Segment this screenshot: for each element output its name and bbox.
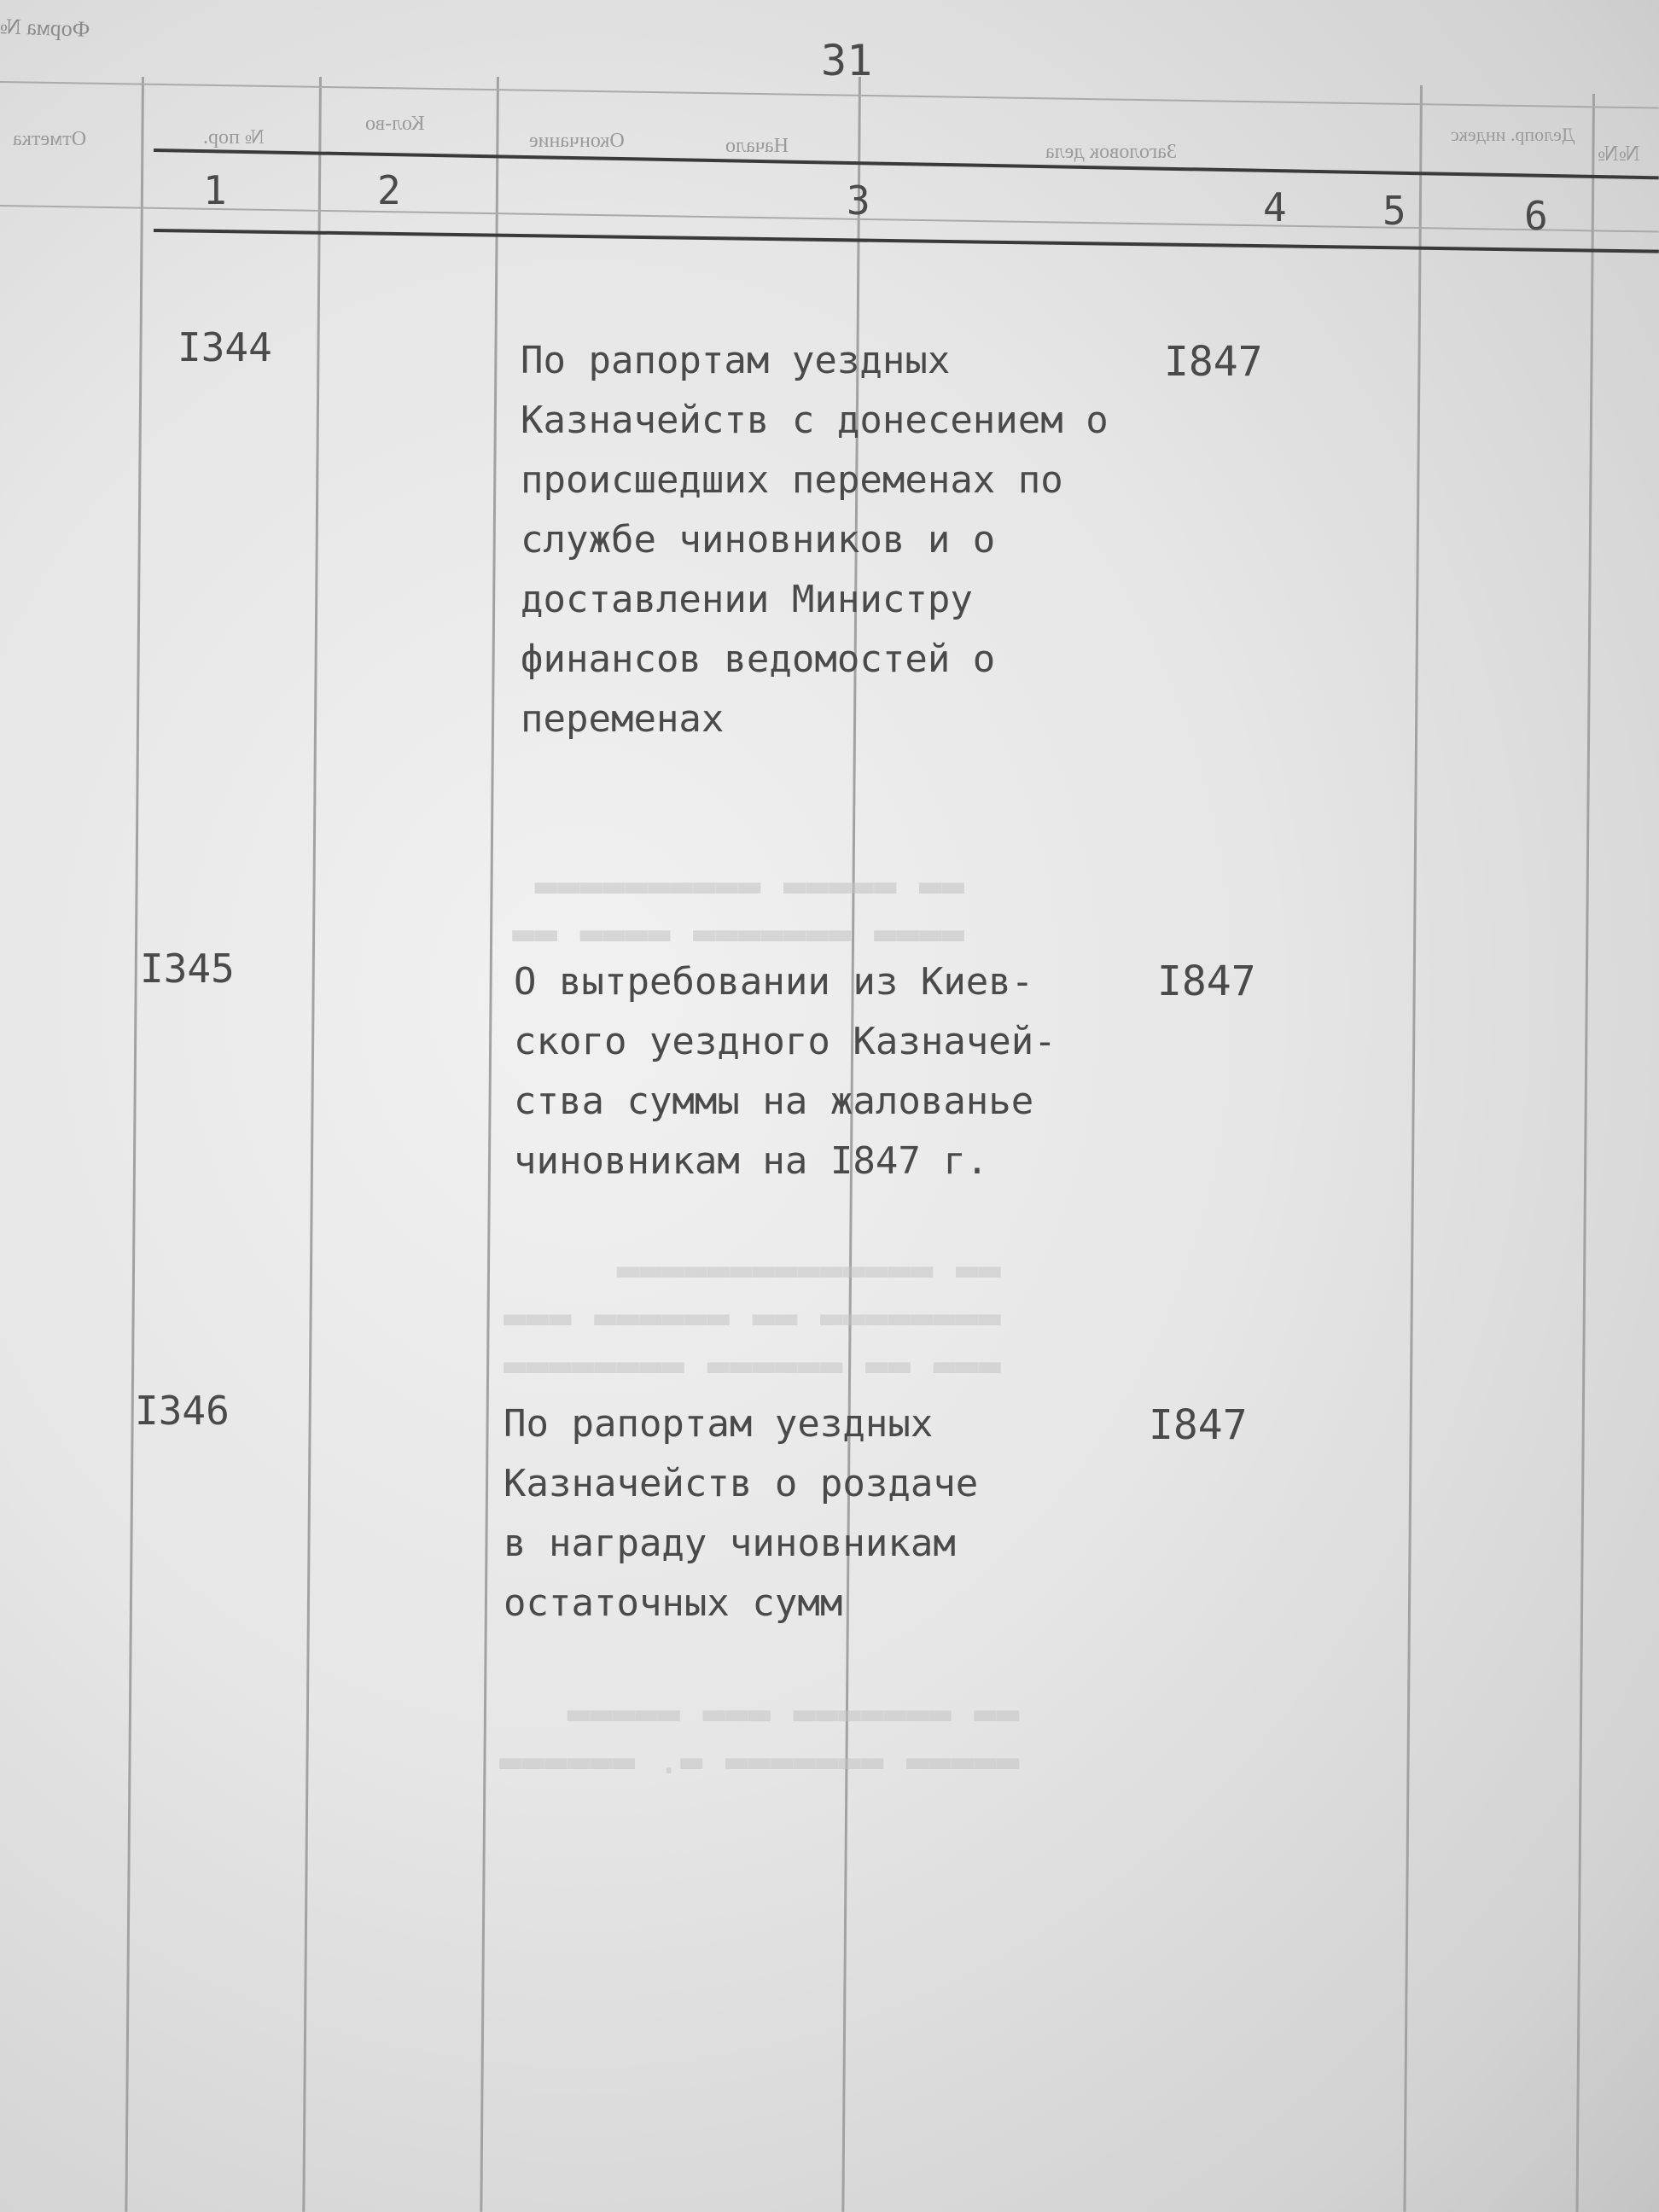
entry-title-line: Казначейств о роздаче [504, 1462, 979, 1505]
column-number-5: 5 [1382, 188, 1406, 234]
form-label: Форма № [0, 14, 90, 42]
column-rule [480, 77, 499, 2212]
entry-title [521, 331, 1109, 749]
column-rule [1403, 85, 1423, 2212]
entry-title-line: ства суммы на жалованье [514, 1080, 1034, 1123]
column-number-3: 3 [847, 178, 870, 224]
entry-title-line: ского уездного Казначей- [514, 1020, 1057, 1063]
header-bottom-rule [0, 205, 1659, 233]
bleed-through-text: ▬▬ ▬▬▬▬▬▬▬ ▬▬▬ ▬▬▬▬▬ ▬▬▬▬▬ ▬▬▬▬▬▬▬ ▬. ▬▬▬▬▬▬ [499, 1691, 1020, 1783]
column-number-1: 1 [203, 167, 227, 213]
entry-title-line: доставлении Министру [521, 578, 973, 621]
entry-year: I847 [1157, 958, 1256, 1005]
entry-year: I847 [1164, 338, 1263, 386]
entry-title [504, 1394, 978, 1633]
entry-title [514, 952, 1057, 1191]
column-number-4: 4 [1263, 184, 1287, 230]
entry-number: I346 [135, 1388, 230, 1434]
bleed-through-text: ▬▬ ▬▬▬▬▬ ▬▬▬▬▬▬▬▬▬▬ ▬▬▬▬ ▬▬▬▬▬▬▬ ▬▬▬▬ ▬▬ [512, 864, 964, 955]
entry-title-line: О вытребовании из Киев- [514, 960, 1034, 1004]
entry-year: I847 [1149, 1401, 1248, 1449]
entry-title-line: службе чиновников и о [521, 518, 996, 562]
entry-title-line: происшедших переменах по [521, 458, 1063, 502]
column-number-6: 6 [1524, 193, 1548, 239]
entry-title-line: финансов ведомостей о [521, 637, 996, 681]
header-quantity: Кол-во [365, 113, 425, 135]
header-dates: Делопр. индекс [1451, 124, 1575, 145]
header-black-rule-2 [154, 229, 1659, 253]
column-rule [302, 77, 322, 2212]
entry-title-line: По рапортам уездных [504, 1402, 934, 1446]
entry-number: I345 [140, 946, 235, 992]
header-number: № пор. [203, 126, 265, 148]
column-rule [125, 77, 144, 2212]
column-number-2: 2 [377, 167, 401, 213]
entry-title-line: переменах [521, 697, 725, 741]
page-number: 31 [821, 36, 873, 85]
header-end: Окончание [529, 130, 625, 152]
entry-number: I344 [178, 324, 272, 370]
entry-title-line: Казначейств с донесением о [521, 399, 1109, 442]
entry-title-line: в награду чиновникам [504, 1522, 956, 1565]
bleed-through-text: ▬▬ ▬▬▬▬▬▬▬▬▬▬▬▬▬▬ ▬▬▬▬▬▬▬▬ ▬▬ ▬▬▬▬▬▬ ▬▬▬ ▬▬▬ ▬▬ ▬▬▬▬▬▬ ▬▬▬▬▬▬▬▬ [504, 1248, 1001, 1387]
entry-title-line: По рапортам уездных [521, 339, 951, 382]
entry-title-line: чиновникам на I847 г. [514, 1139, 989, 1183]
header-start: Начало [725, 135, 789, 157]
header-title: Заголовок дела [1045, 141, 1177, 163]
column-rule [1576, 94, 1595, 2212]
header-extra: №№ [1598, 141, 1640, 166]
header-remarks: Отметка [13, 128, 87, 150]
entry-title-line: остаточных сумм [504, 1581, 843, 1625]
